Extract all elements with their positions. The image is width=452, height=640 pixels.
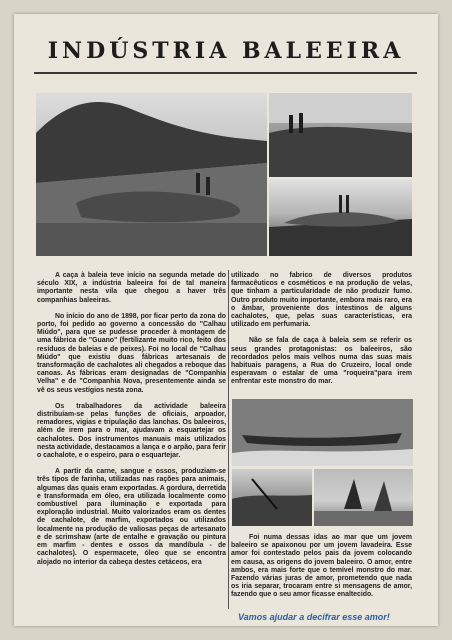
photo-whaling-boat-rowing bbox=[232, 399, 413, 466]
photo-whale-on-shore bbox=[36, 93, 267, 256]
slogan: Vamos ajudar a decifrar esse amor! bbox=[238, 612, 390, 622]
page-title: INDÚSTRIA BALEEIRA bbox=[47, 38, 405, 64]
left-column bbox=[37, 272, 226, 575]
photo-whalers-group bbox=[269, 93, 412, 177]
paragraph: A partir da carne, sangue e ossos, produziam-se três tipos de farinha, utilizadas nas rações para animais, algumas das quais eram exportadas. A gordura, derretida e transformada em óleo, era utilizada localmente como combustível para iluminação e exportada para exploração industrial. Muito valorizados eram os dentes de cachalote, de marfim, exportados ou utilizados localmente na produção de valiosas peças de artesanato e de scrimshaw (arte de entalhe e gravação ou pintura em marfim - dentes e ossos da mandíbula - de cachalotes). O espermacete, óleo que se encontra alojado no interior da cabeça destes cetáceos, era bbox=[37, 468, 226, 566]
paragraph: utilizado no fabrico de diversos produtos farmacêuticos e cosméticos e na produção de velas, que tinham a particularidade de não produzir fumo. Outro produto muito importante, embora mais raro, era o âmbar, proveniente dos intestinos de alguns cachalotes, que, pelas suas características, era utilizado em perfumaria. bbox=[231, 272, 412, 329]
photo-harpoon-strike bbox=[232, 469, 312, 526]
paragraph: Foi numa dessas idas ao mar que um jovem baleeiro se apaixonou por um jovem lavadeira. Esse amor foi contestado pelos pais da jovem colocando em causa, as origens do jovem baleeiro. O amor, entre ambos, era mais forte que o temível monstro do mar. Fazendo várias juras de amor, prometendo que nada os iria separar, trocaram entre si mensagens de amor, fazendo que o seu amor ficasse enaltecido. bbox=[231, 534, 412, 599]
paragraph: Os trabalhadores da actividade baleeira distribuíam-se pelas funções de oficiais, arpoador, remadores, vigias e tripulação das lanchas. Os baleeiros, além de irem para o mar, ajudavam a esquartejar os cachalotes. Dos instrumentos manuais mais utilizados nesta actividade, destacamos a lança e o arpão, para ferir o cachalote, e o espeiro, para o esquartejar. bbox=[37, 402, 226, 460]
right-column-bottom bbox=[231, 534, 412, 608]
title-underline bbox=[34, 72, 417, 74]
photo-sailing-boats bbox=[314, 469, 413, 526]
photo-whale-on-rocks bbox=[269, 179, 412, 256]
right-column-top bbox=[231, 272, 412, 395]
paragraph: A caça à baleia teve início na segunda metade do século XIX, a indústria baleeira foi de tal maneira importante nesta vila que chegou a haver três companhias baleeiras. bbox=[37, 272, 226, 304]
paragraph: No início do ano de 1898, por ficar perto da zona do porto, foi pedido ao governo a concessão do "Calhau Miúdo", para que se pudesse proceder à montagem de uma fábrica de "Guano" (fertilizante muito rico, feito dos resíduos de baleias e de peixes). Foi no local de "Calhau Miúdo" que existiu duas fábricas artesanais de transformação de cachalotes ali chegados a reboque das canoas. As fábricas eram designadas de "Companhia Velha" e de "Companhia Nova, presentemente ainda se vê os seus vestígios nesta zona. bbox=[37, 312, 226, 394]
column-divider bbox=[228, 270, 229, 609]
paragraph: Não se fala de caça à baleia sem se referir os seus grandes protagonistas: os baleeiros, são recordados pelos mais velhos numa das suas mais habituais paragens, a Rua do Cruzeiro, local onde esperavam o estalar de uma "roqueira"para irem enfrentar este monstro do mar. bbox=[231, 337, 412, 386]
